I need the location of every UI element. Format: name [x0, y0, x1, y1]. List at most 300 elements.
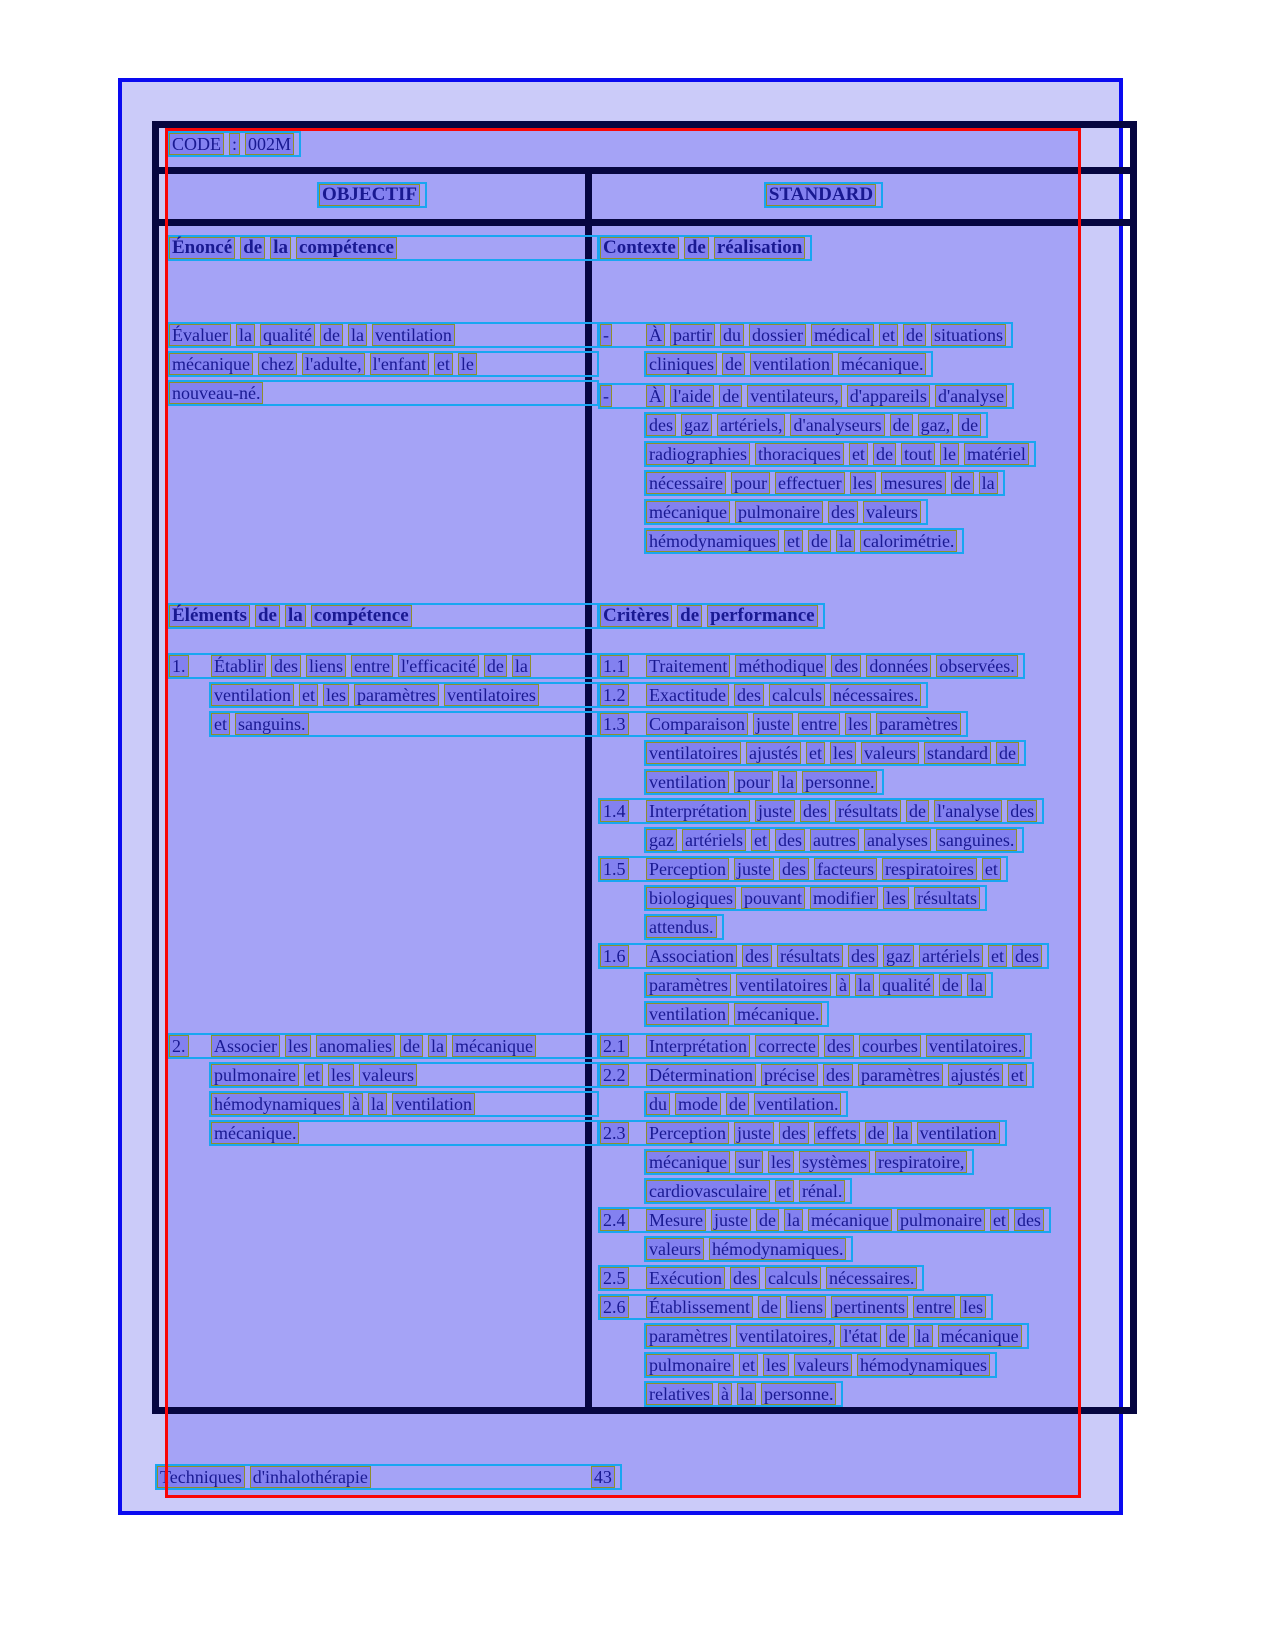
- ocr-word-box: de: [722, 353, 745, 375]
- ocr-line-box: [644, 412, 988, 438]
- ocr-line-box: [209, 1091, 599, 1117]
- ocr-line-box: [167, 131, 301, 157]
- ocr-line-box: [598, 1294, 993, 1320]
- ocr-word-box: À: [646, 385, 665, 407]
- ocr-word-box: tout: [901, 443, 935, 465]
- ocr-word-box: Exécution: [646, 1267, 725, 1289]
- ocr-word-box: ventilatoires: [646, 742, 741, 764]
- ocr-line-box: [644, 1149, 974, 1175]
- ocr-word-box: valeurs: [861, 742, 919, 764]
- ocr-word-box: Perception: [646, 858, 729, 880]
- ocr-word-box: Mesure: [646, 1209, 706, 1231]
- ocr-word-box: la: [512, 655, 531, 677]
- ocr-word-box: de: [756, 1209, 779, 1231]
- ocr-word-box: de: [484, 655, 507, 677]
- ocr-word-box: 2.1: [600, 1035, 629, 1057]
- ocr-word-box: standard: [924, 742, 991, 764]
- footer-line-box: [155, 1464, 622, 1490]
- list-item: [598, 653, 1130, 679]
- item-number-cell: [600, 1267, 646, 1289]
- ocr-word-box: de: [684, 237, 709, 259]
- ocr-word-box: les: [768, 1151, 794, 1173]
- list-item: [598, 383, 1130, 554]
- ocr-word-box: Éléments: [169, 605, 250, 627]
- ocr-word-box: des: [730, 1267, 760, 1289]
- ocr-word-box: facteurs: [814, 858, 877, 880]
- ocr-line-box: [644, 1236, 853, 1262]
- ocr-line-box: [644, 827, 1024, 853]
- ocr-word-box: et: [304, 1064, 323, 1086]
- ocr-word-box: pulmonaire: [735, 501, 823, 523]
- enonce-heading: [167, 235, 585, 261]
- ocr-word-box: la: [784, 1209, 803, 1231]
- ocr-word-box: de: [865, 1122, 888, 1144]
- ocr-word-box: de: [719, 385, 742, 407]
- item-number-cell: [600, 1209, 646, 1231]
- ocr-line-box: [598, 235, 812, 261]
- elements-heading: [167, 603, 585, 629]
- ocr-word-box: Établir: [211, 655, 266, 677]
- ocr-word-box: mode: [675, 1093, 721, 1115]
- ocr-word-box: l'aide: [670, 385, 714, 407]
- ocr-word-box: courbes: [859, 1035, 921, 1057]
- ocr-word-box: mécanique.: [838, 353, 926, 375]
- ocr-word-box: systèmes: [799, 1151, 870, 1173]
- ocr-word-box: mécanique: [452, 1035, 536, 1057]
- document-page: [118, 78, 1123, 1515]
- ocr-word-box: les: [850, 472, 876, 494]
- ocr-line-box: [598, 943, 1049, 969]
- ocr-word-box: mesures: [881, 472, 946, 494]
- ocr-word-box: résultats: [914, 887, 980, 909]
- ocr-word-box: et: [806, 742, 825, 764]
- item-number-cell: [600, 1035, 646, 1057]
- ocr-word-box: la: [737, 1383, 756, 1405]
- ocr-word-box: d'analyseurs: [790, 414, 884, 436]
- ocr-word-box: les: [883, 887, 909, 909]
- competency-table: [152, 121, 1137, 1414]
- ocr-word-box: 2.2: [600, 1064, 629, 1086]
- section-headings-row-1: [159, 226, 1130, 322]
- ocr-word-box: observées.: [936, 655, 1017, 677]
- ocr-word-box: gaz: [883, 945, 914, 967]
- ocr-word-box: Perception: [646, 1122, 729, 1144]
- ocr-line-box: [598, 682, 928, 708]
- ocr-word-box: 1.3: [600, 713, 629, 735]
- ocr-word-box: et: [990, 1209, 1009, 1231]
- ocr-word-box: de: [886, 1325, 909, 1347]
- ocr-word-box: rénal.: [799, 1180, 845, 1202]
- ocr-word-box: hémodynamiques: [646, 530, 779, 552]
- ocr-word-box: l'état: [840, 1325, 880, 1347]
- ocr-line-box: [644, 1178, 852, 1204]
- item-number-cell: [600, 945, 646, 967]
- list-item: [598, 1033, 1130, 1059]
- enonce-paragraph-cell: [159, 322, 592, 603]
- section-headings-row-2: [159, 603, 1130, 653]
- ocr-word-box: paramètres: [646, 1325, 731, 1347]
- ocr-word-box: qualité: [879, 974, 934, 996]
- ocr-word-box: juste: [753, 713, 793, 735]
- ocr-word-box: et: [879, 324, 898, 346]
- ocr-word-box: paramètres: [646, 974, 731, 996]
- criteres-heading: [598, 603, 1130, 629]
- ocr-word-box: réalisation: [714, 237, 806, 259]
- ocr-word-box: calculs: [769, 684, 825, 706]
- ocr-line-box: [598, 1207, 1051, 1233]
- ocr-word-box: pulmonaire: [211, 1064, 299, 1086]
- ocr-word-box: du: [720, 324, 744, 346]
- item-number-cell: [600, 684, 646, 706]
- ocr-word-box: artériels,: [717, 414, 785, 436]
- ocr-word-box: ventilatoires: [736, 974, 831, 996]
- ocr-word-box: de: [906, 800, 929, 822]
- ocr-word-box: 1.6: [600, 945, 629, 967]
- item-number-cell: [600, 385, 646, 407]
- ocr-word-box: Associer: [211, 1035, 280, 1057]
- ocr-word-box: analyses: [864, 829, 931, 851]
- ocr-line-box: [644, 740, 1026, 766]
- item-number-cell: [600, 655, 646, 677]
- ocr-word-box: nouveau-né.: [169, 382, 263, 404]
- ocr-word-box: Contexte: [600, 237, 679, 259]
- ocr-word-box: relatives: [646, 1383, 713, 1405]
- ocr-line-box: [644, 972, 993, 998]
- list-item: [598, 943, 1130, 1027]
- ocr-word-box: OBJECTIF: [319, 184, 420, 206]
- element-2-list: [167, 1033, 585, 1146]
- ocr-word-box: l'adulte,: [302, 353, 365, 375]
- ocr-word-box: l'enfant: [370, 353, 429, 375]
- ocr-word-box: hémodynamiques: [211, 1093, 344, 1115]
- ocr-word-box: dossier: [749, 324, 806, 346]
- ocr-word-box: mécanique: [646, 501, 730, 523]
- criteres-heading-cell: [592, 603, 1130, 653]
- ocr-line-box: [209, 1062, 599, 1088]
- ocr-word-box: la: [778, 771, 797, 793]
- ocr-line-box: [644, 1352, 997, 1378]
- ocr-word-box: les: [323, 684, 349, 706]
- ocr-word-box: la: [855, 974, 874, 996]
- ocr-word-box: des: [1012, 945, 1042, 967]
- ocr-word-box: de: [255, 605, 280, 627]
- ocr-word-box: mécanique: [938, 1325, 1022, 1347]
- ocr-word-box: 1.4: [600, 800, 629, 822]
- ocr-word-box: de: [758, 1296, 781, 1318]
- ocr-word-box: la: [893, 1122, 912, 1144]
- ocr-word-box: l'analyse: [934, 800, 1002, 822]
- ocr-word-box: Comparaison: [646, 713, 748, 735]
- ocr-word-box: biologiques: [646, 887, 736, 909]
- ocr-word-box: et: [849, 443, 868, 465]
- table-body: [159, 226, 1130, 1410]
- ocr-word-box: radiographies: [646, 443, 750, 465]
- ocr-word-box: paramètres: [876, 713, 961, 735]
- ocr-word-box: calorimétrie.: [860, 530, 957, 552]
- ocr-word-box: le: [940, 443, 959, 465]
- ocr-word-box: 2.: [169, 1035, 189, 1057]
- ocr-word-box: ventilation: [646, 771, 729, 793]
- ocr-word-box: 2.6: [600, 1296, 629, 1318]
- ocr-word-box: la: [428, 1035, 447, 1057]
- item-number-cell: [169, 655, 211, 677]
- ocr-word-box: pulmonaire: [646, 1354, 734, 1376]
- ocr-word-box: le: [458, 353, 477, 375]
- ocr-word-box: à: [836, 974, 850, 996]
- ocr-line-box: [644, 1001, 829, 1027]
- ocr-word-box: de: [890, 414, 913, 436]
- element-1-row: [159, 653, 1130, 1033]
- ocr-word-box: cliniques: [646, 353, 717, 375]
- ocr-word-box: pour: [734, 771, 773, 793]
- ocr-word-box: nécessaires.: [830, 684, 921, 706]
- ocr-word-box: hémodynamiques: [857, 1354, 990, 1376]
- ocr-word-box: gaz: [646, 829, 677, 851]
- ocr-line-box: [598, 1062, 1034, 1088]
- list-item: [598, 1120, 1130, 1204]
- ocr-word-box: paramètres: [858, 1064, 943, 1086]
- ocr-word-box: :: [229, 133, 240, 155]
- ocr-word-box: valeurs: [646, 1238, 704, 1260]
- ocr-line-box: [598, 1033, 1032, 1059]
- ocr-word-box: Traitement: [646, 655, 730, 677]
- ocr-word-box: qualité: [260, 324, 315, 346]
- ocr-word-box: ventilation: [646, 1003, 729, 1025]
- ocr-word-box: résultats: [777, 945, 843, 967]
- ocr-word-box: et: [434, 353, 453, 375]
- ocr-word-box: méthodique: [735, 655, 826, 677]
- ocr-word-box: respiratoire,: [875, 1151, 967, 1173]
- ocr-word-box: des: [824, 1035, 854, 1057]
- ocr-word-box: ventilation: [211, 684, 294, 706]
- element-2-cell: [159, 1033, 592, 1410]
- ocr-word-box: des: [271, 655, 301, 677]
- ocr-word-box: pulmonaire: [897, 1209, 985, 1231]
- ocr-word-box: juste: [734, 1122, 774, 1144]
- ocr-word-box: ventilation.: [754, 1093, 841, 1115]
- ocr-word-box: valeurs: [863, 501, 921, 523]
- ocr-word-box: de: [958, 414, 981, 436]
- ocr-word-box: À: [646, 324, 665, 346]
- list-item: [598, 1062, 1130, 1117]
- ocr-word-box: CODE: [169, 133, 224, 155]
- ocr-word-box: les: [763, 1354, 789, 1376]
- criteres-2-cell: [592, 1033, 1130, 1410]
- ocr-word-box: 2.5: [600, 1267, 629, 1289]
- ocr-word-box: Association: [646, 945, 737, 967]
- ocr-line-box: [598, 383, 1014, 409]
- ocr-word-box: de: [677, 605, 702, 627]
- ocr-word-box: des: [828, 501, 858, 523]
- ocr-word-box: Interprétation: [646, 800, 750, 822]
- ocr-word-box: la: [967, 974, 986, 996]
- ocr-word-box: juste: [755, 800, 795, 822]
- ocr-line-box: [644, 528, 964, 554]
- ocr-word-box: mécanique.: [211, 1122, 299, 1144]
- ocr-word-box: la: [348, 324, 367, 346]
- list-item: [598, 711, 1130, 795]
- footer-gap: [376, 1477, 591, 1478]
- ocr-word-box: personne.: [802, 771, 877, 793]
- ocr-line-box: [644, 769, 884, 795]
- ocr-word-box: des: [779, 858, 809, 880]
- ocr-word-box: d'analyse: [935, 385, 1007, 407]
- ocr-word-box: sur: [735, 1151, 763, 1173]
- ocr-line-box: [167, 351, 599, 377]
- ocr-word-box: ventilatoires,: [736, 1325, 835, 1347]
- ocr-word-box: les: [845, 713, 871, 735]
- ocr-line-box: [598, 856, 1008, 882]
- ocr-word-box: de: [320, 324, 343, 346]
- ocr-word-box: des: [831, 655, 861, 677]
- ocr-word-box: situations: [931, 324, 1006, 346]
- ocr-word-box: les: [328, 1064, 354, 1086]
- ocr-line-box: [598, 603, 825, 629]
- element-1-cell: [159, 653, 592, 1033]
- enonce-paragraph: [167, 322, 585, 406]
- contexte-bullets-cell: [592, 322, 1130, 603]
- ocr-word-box: de: [726, 1093, 749, 1115]
- footer-doc-title-word: Techniques: [157, 1466, 245, 1488]
- ocr-word-box: des: [779, 1122, 809, 1144]
- ocr-word-box: la: [836, 530, 855, 552]
- ocr-word-box: et: [784, 530, 803, 552]
- ocr-line-box: [644, 351, 933, 377]
- standard-header-cell: [592, 174, 1130, 219]
- ocr-word-box: Détermination: [646, 1064, 756, 1086]
- ocr-word-box: et: [988, 945, 1007, 967]
- ocr-word-box: matériel: [964, 443, 1029, 465]
- ocr-word-box: thoraciques: [755, 443, 844, 465]
- ocr-word-box: liens: [306, 655, 346, 677]
- contexte-bullet-list: [598, 322, 1130, 554]
- list-item: [598, 856, 1130, 940]
- ocr-word-box: sanguines.: [936, 829, 1018, 851]
- ocr-word-box: Exactitude: [646, 684, 729, 706]
- ocr-word-box: performance: [707, 605, 817, 627]
- list-item: [598, 1294, 1130, 1407]
- criteres-1-list: [598, 653, 1130, 1027]
- ocr-word-box: mécanique: [169, 353, 253, 375]
- ocr-word-box: ventilation: [917, 1122, 1000, 1144]
- ocr-word-box: des: [1007, 800, 1037, 822]
- ocr-word-box: entre: [798, 713, 840, 735]
- list-item: [598, 798, 1130, 853]
- page-footer: [155, 1464, 622, 1493]
- ocr-word-box: et: [751, 829, 770, 851]
- item-number-cell: [600, 1122, 646, 1144]
- item-number-cell: [600, 858, 646, 880]
- list-item: [167, 653, 585, 737]
- ocr-word-box: et: [299, 684, 318, 706]
- ocr-word-box: cardiovasculaire: [646, 1180, 770, 1202]
- ocr-word-box: gaz,: [918, 414, 953, 436]
- ocr-word-box: des: [823, 1064, 853, 1086]
- ocr-word-box: et: [1008, 1064, 1027, 1086]
- ocr-word-box: la: [285, 605, 306, 627]
- ocr-line-box: [209, 1120, 599, 1146]
- ocr-word-box: valeurs: [359, 1064, 417, 1086]
- ocr-line-box: [167, 1033, 599, 1059]
- element-2-row: [159, 1033, 1130, 1410]
- ocr-word-box: gaz: [681, 414, 712, 436]
- ocr-word-box: ventilatoires: [444, 684, 539, 706]
- list-item: [598, 1207, 1130, 1262]
- ocr-word-box: pertinents: [831, 1296, 908, 1318]
- ocr-line-box: [644, 914, 724, 940]
- ocr-word-box: partir: [670, 324, 715, 346]
- ocr-word-box: et: [982, 858, 1001, 880]
- ocr-word-box: 1.1: [600, 655, 629, 677]
- element-1-list: [167, 653, 585, 737]
- ocr-word-box: -: [600, 385, 612, 407]
- ocr-word-box: 2.3: [600, 1122, 629, 1144]
- ocr-word-box: 002M: [245, 133, 294, 155]
- ocr-line-box: [598, 1265, 924, 1291]
- ocr-word-box: ventilation: [392, 1093, 475, 1115]
- ocr-word-box: Établissement: [646, 1296, 753, 1318]
- ocr-word-box: pouvant: [741, 887, 805, 909]
- ocr-line-box: [167, 653, 599, 679]
- ocr-word-box: de: [873, 443, 896, 465]
- ocr-word-box: précise: [761, 1064, 818, 1086]
- ocr-line-box: [167, 322, 599, 348]
- ocr-word-box: artériels: [682, 829, 746, 851]
- ocr-word-box: attendus.: [646, 916, 717, 938]
- ocr-word-box: mécanique.: [734, 1003, 822, 1025]
- item-number-cell: [600, 1296, 646, 1318]
- criteres-2-list: [598, 1033, 1130, 1407]
- ocr-word-box: de: [240, 237, 265, 259]
- ocr-word-box: les: [830, 742, 856, 764]
- ocr-word-box: des: [800, 800, 830, 822]
- ocr-word-box: des: [775, 829, 805, 851]
- ocr-line-box: [598, 798, 1044, 824]
- ocr-line-box: [644, 885, 987, 911]
- list-item: [598, 1265, 1130, 1291]
- ocr-line-box: [644, 441, 1036, 467]
- ocr-word-box: et: [775, 1180, 794, 1202]
- ocr-line-box: [644, 499, 928, 525]
- ocr-word-box: liens: [786, 1296, 826, 1318]
- ocr-word-box: Interprétation: [646, 1035, 750, 1057]
- ocr-line-box: [644, 1323, 1029, 1349]
- ocr-line-box: [317, 182, 427, 208]
- ocr-word-box: juste: [734, 858, 774, 880]
- ocr-word-box: ajustés: [948, 1064, 1003, 1086]
- ocr-word-box: entre: [913, 1296, 955, 1318]
- standard-header-line: [764, 182, 883, 211]
- ocr-word-box: de: [400, 1035, 423, 1057]
- ocr-word-box: compétence: [311, 605, 412, 627]
- ocr-word-box: mécanique: [808, 1209, 892, 1231]
- ocr-line-box: [167, 603, 599, 629]
- item-number-cell: [600, 324, 646, 346]
- ocr-word-box: paramètres: [354, 684, 439, 706]
- ocr-word-box: effets: [814, 1122, 860, 1144]
- ocr-word-box: ventilateurs,: [747, 385, 841, 407]
- ocr-word-box: du: [646, 1093, 670, 1115]
- ocr-word-box: la: [236, 324, 255, 346]
- ocr-word-box: 1.5: [600, 858, 629, 880]
- ocr-word-box: les: [285, 1035, 311, 1057]
- ocr-word-box: Énoncé: [169, 237, 235, 259]
- ocr-word-box: d'appareils: [847, 385, 930, 407]
- ocr-line-box: [764, 182, 883, 208]
- ocr-word-box: mécanique: [646, 1151, 730, 1173]
- enonce-heading-cell: [159, 226, 592, 322]
- ocr-line-box: [167, 235, 599, 261]
